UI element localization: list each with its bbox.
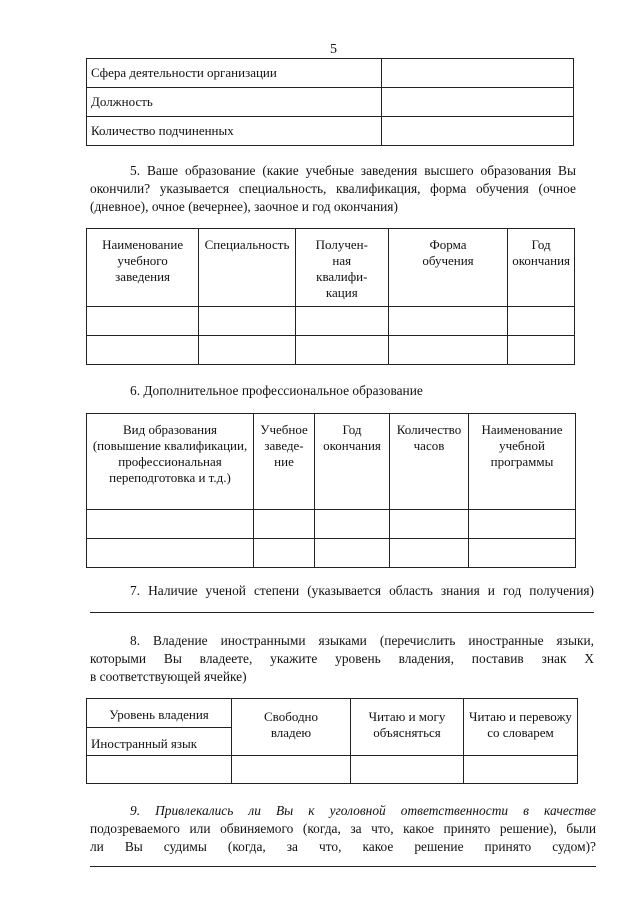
section9-line2: подозреваемого или обвиняемого (когда, за что, какое принято решение), были: [90, 821, 596, 836]
education-row: [87, 336, 575, 365]
section8-line1: 8. Владение иностранными языками (перечислить иностранные языки,: [130, 633, 594, 648]
employment-table: [86, 58, 574, 146]
education-table: [86, 228, 575, 365]
add-header-hours: Количество часов: [390, 414, 469, 510]
section9-answer-line[interactable]: [90, 866, 596, 867]
add-header-program: Наименование учебной программы: [469, 414, 576, 510]
section6-title: 6. Дополнительное профессиональное образование: [130, 383, 423, 398]
edu-header-qualification: Получен-ная квалифи-кация: [295, 229, 388, 307]
lang-header-level: Уровень владения: [87, 699, 232, 728]
edu-header-year: Год окончания: [508, 229, 575, 307]
additional-education-row: [87, 539, 576, 568]
edu-header-form: Форма обучения: [388, 229, 507, 307]
section8-line3: в соответствующей ячейке): [90, 669, 247, 684]
lang-header-language: Иностранный язык: [87, 728, 232, 756]
additional-education-row: [87, 510, 576, 539]
lang-header-fluent: Свободно владею: [232, 699, 351, 756]
education-row: [87, 307, 575, 336]
lang-header-read-translate: Читаю и перевожу со словарем: [464, 699, 578, 756]
row-value-subordinates[interactable]: [382, 117, 574, 146]
edu-header-specialty: Специальность: [199, 229, 296, 307]
section5-line2: окончили? указывается специальность, квалификация, форма обучения (очное: [90, 181, 576, 196]
section5-line3: (дневное), очное (вечернее), заочное и год окончания): [90, 199, 398, 214]
language-row: [87, 756, 578, 784]
row-label-subordinates: Количество подчиненных: [87, 117, 382, 146]
add-header-type: Вид образования (повышение квалификации, профессиональная переподготовка и т.д.): [87, 414, 254, 510]
lang-header-read-explain: Читаю и могу объясняться: [351, 699, 464, 756]
additional-education-table: [86, 413, 576, 568]
section8-line2: которыми Вы владеете, укажите уровень владения, поставив знак X: [90, 651, 594, 666]
section5-line1: 5. Ваше образование (какие учебные заведения высшего образования Вы: [130, 163, 576, 178]
row-value-sphere[interactable]: [382, 59, 574, 88]
add-header-institution: Учебное заведе-ние: [254, 414, 315, 510]
row-label-sphere: Сфера деятельности организации: [87, 59, 382, 88]
section9-line3: ли Вы судимы (когда, за что, какое решение принято судом)?: [90, 839, 596, 854]
edu-header-institution: Наименование учебного заведения: [87, 229, 199, 307]
languages-table: [86, 698, 578, 784]
page-number: 5: [330, 42, 337, 57]
section9-line1: 9. Привлекались ли Вы к уголовной ответственности в качестве: [130, 803, 596, 818]
add-header-year: Год окончания: [315, 414, 390, 510]
section7-answer-line[interactable]: [90, 612, 594, 613]
row-value-position[interactable]: [382, 88, 574, 117]
row-label-position: Должность: [87, 88, 382, 117]
section7-text: 7. Наличие ученой степени (указывается область знания и год получения): [130, 583, 594, 598]
